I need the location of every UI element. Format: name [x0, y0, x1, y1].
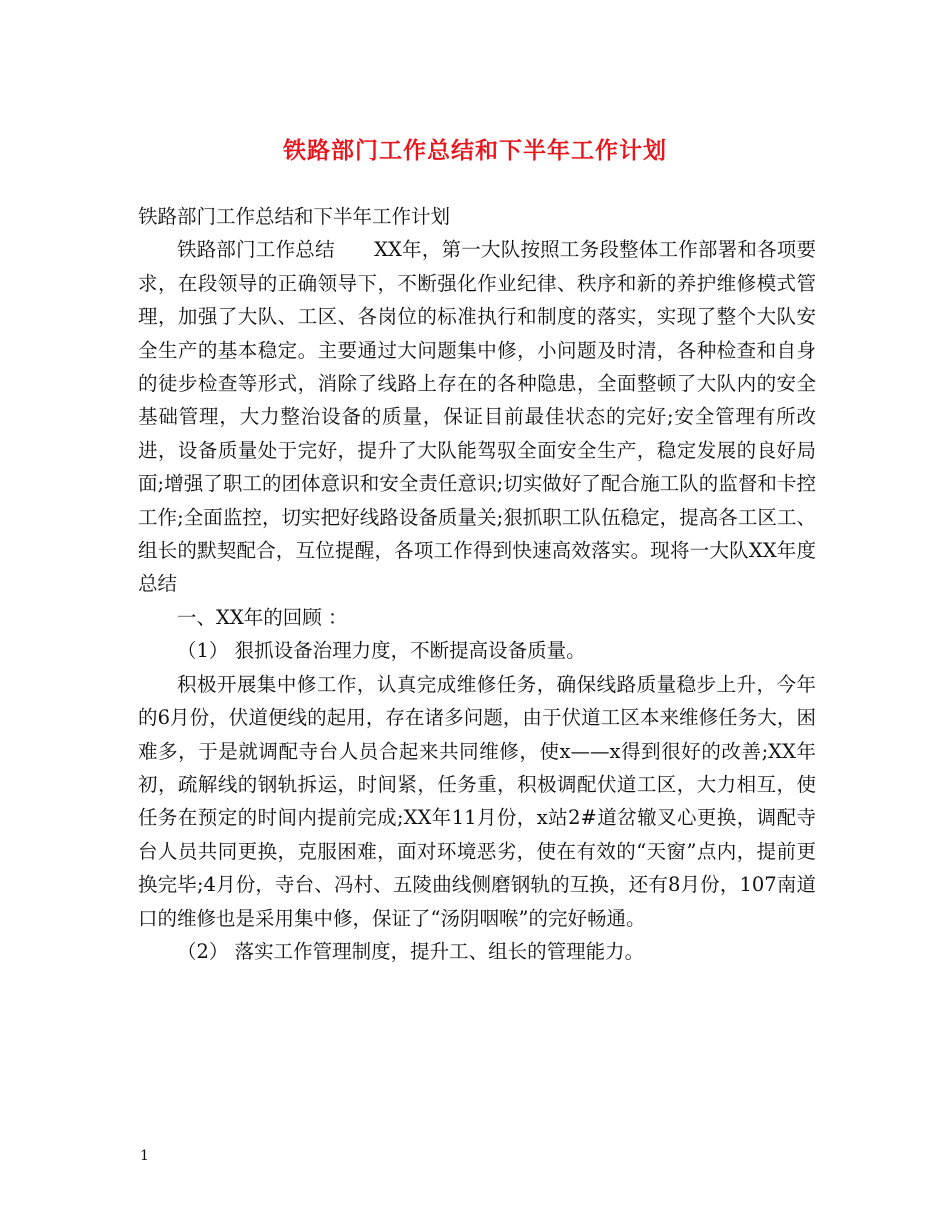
body-paragraph-maintenance: 积极开展集中修工作，认真完成维修任务，确保线路质量稳步上升，今年的6月份，伏道便线的起用，存在诸多问题，由于伏道工区本来维修任务大，困难多，于是就调配寺台人员合起来共同维修，使x——x得到很好的改善;XX年初，疏解线的钢轨拆运，时间紧，任务重，积极调配伏道工区，大力相互，使任务在预定的时间内提前完成;XX年11月份，x站2#道岔辙叉心更换，调配寺台人员共同更换，克服困难，面对环境恶劣，使在有效的“天窗”点内，提前更换完毕;4月份，寺台、冯村、五陵曲线侧磨钢轨的互换，还有8月份，107南道口的维修也是采用集中修，保证了“汤阴咽喉”的完好畅通。	[138, 672, 816, 930]
document-title: 铁路部门工作总结和下半年工作计划	[283, 137, 667, 164]
page-number: 1	[140, 1148, 149, 1164]
document-body	[138, 200, 816, 968]
body-paragraph-heading: 铁路部门工作总结和下半年工作计划	[138, 205, 451, 228]
subsection-heading-2: （2） 落实工作管理制度，提升工、组长的管理能力。	[177, 939, 645, 963]
section-heading-review: 一、XX年的回顾 ：	[177, 605, 348, 629]
subsection-heading-1: （1） 狠抓设备治理力度，不断提高设备质量。	[177, 639, 586, 663]
body-paragraph-intro: 铁路部门工作总结 XX年，第一大队按照工务段整体工作部署和各项要求，在段领导的正确领导下，不断强化作业纪律、秩序和新的养护维修模式管理，加强了大队、工区、各岗位的标准执行和制度的落实，实现了整个大队安全生产的基本稳定。主要通过大问题集中修，小问题及时清，各种检查和自身的徒步检查等形式，消除了线路上存在的各种隐患，全面整顿了大队内的安全基础管理，大力整治设备的质量，保证目前最佳状态的完好;安全管理有所改进，设备质量处于完好，提升了大队能驾驭全面安全生产，稳定发展的良好局面;增强了职工的团体意识和安全责任意识;切实做好了配合施工队的监督和卡控工作;全面监控，切实把好线路设备质量关;狠抓职工队伍稳定，提高各工区工、组长的默契配合，互位提醒，各项工作得到快速高效落实。现将一大队XX年度总结	[138, 238, 816, 596]
